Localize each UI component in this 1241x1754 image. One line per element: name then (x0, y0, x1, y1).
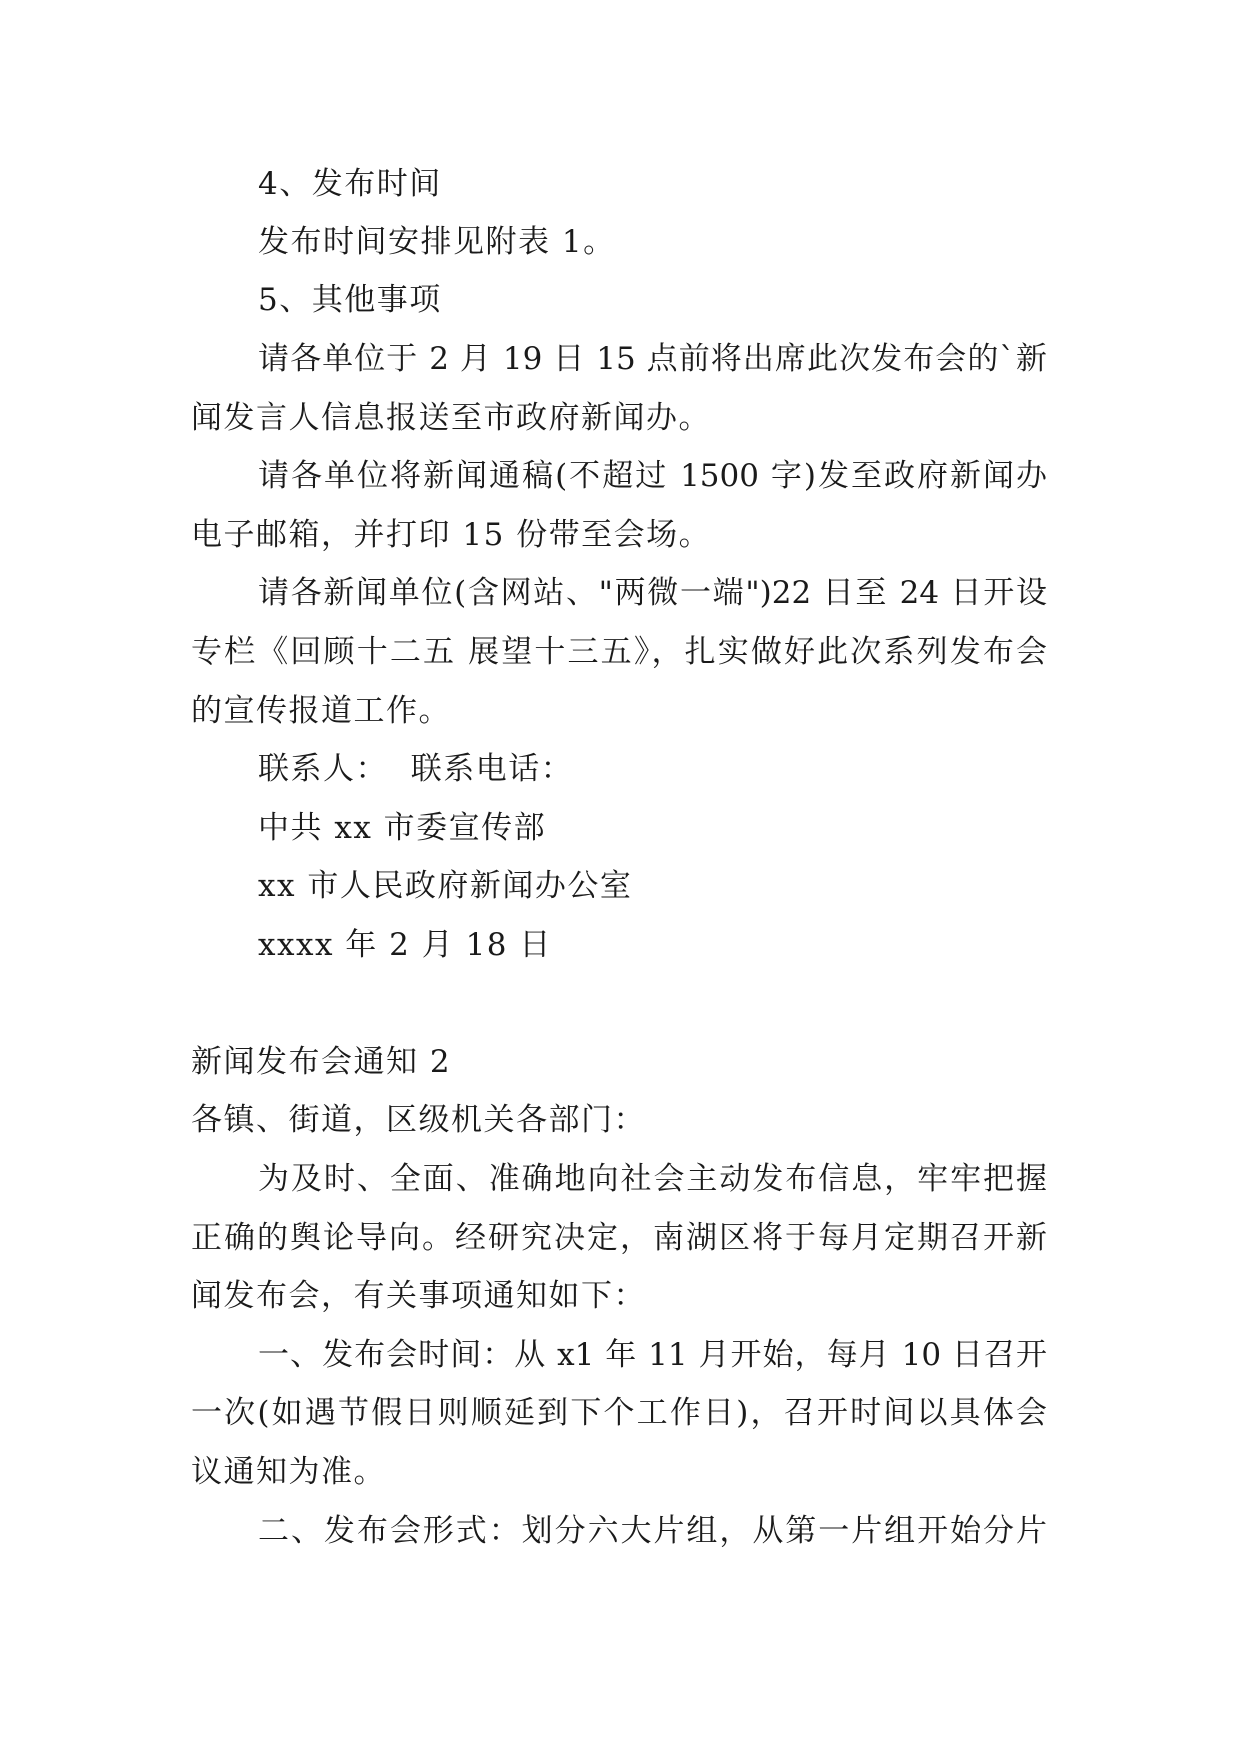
para3-line3: 的宣传报道工作。 (191, 693, 451, 729)
item4-body: 发布时间安排见附表 1。 (258, 224, 616, 260)
intro-line1: 为及时、全面、准确地向社会主动发布信息，牢牢把握 (258, 1161, 1047, 1197)
item2-line1: 二、发布会形式：划分六大片组，从第一片组开始分片 (258, 1513, 1047, 1549)
org2-line: xx 市人民政府新闻办公室 (258, 868, 633, 904)
para1-line1: 请各单位于 2 月 19 日 15 点前将出席此次发布会的`新 (258, 341, 1047, 377)
contact-line: 联系人： 联系电话： (258, 751, 574, 787)
para3-line1: 请各新闻单位(含网站、"两微一端")22 日至 24 日开设 (258, 575, 1047, 611)
intro-line2: 正确的舆论导向。经研究决定，南湖区将于每月定期召开新 (191, 1220, 1047, 1256)
para2-line2: 电子邮箱，并打印 15 份带至会场。 (191, 517, 712, 553)
org1-line: 中共 xx 市委宣传部 (258, 810, 547, 846)
para2-line1: 请各单位将新闻通稿(不超过 1500 字)发至政府新闻办 (258, 458, 1047, 494)
date-line: xxxx 年 2 月 18 日 (258, 927, 552, 963)
salutation: 各镇、街道，区级机关各部门： (191, 1102, 646, 1138)
item1-line1: 一、发布会时间：从 x1 年 11 月开始，每月 10 日召开 (258, 1337, 1047, 1373)
item1-line3: 议通知为准。 (191, 1454, 386, 1490)
item1-line2: 一次(如遇节假日则顺延到下个工作日)，召开时间以具体会 (191, 1395, 1047, 1431)
para1-line2: 闻发言人信息报送至市政府新闻办。 (191, 400, 711, 436)
item4-heading: 4、发布时间 (258, 166, 442, 202)
item5-heading: 5、其他事项 (258, 282, 442, 318)
intro-line3: 闻发布会，有关事项通知如下： (191, 1278, 646, 1314)
para3-line2: 专栏《回顾十二五 展望十三五》，扎实做好此次系列发布会 (191, 634, 1047, 670)
section2-title: 新闻发布会通知 2 (191, 1044, 452, 1080)
